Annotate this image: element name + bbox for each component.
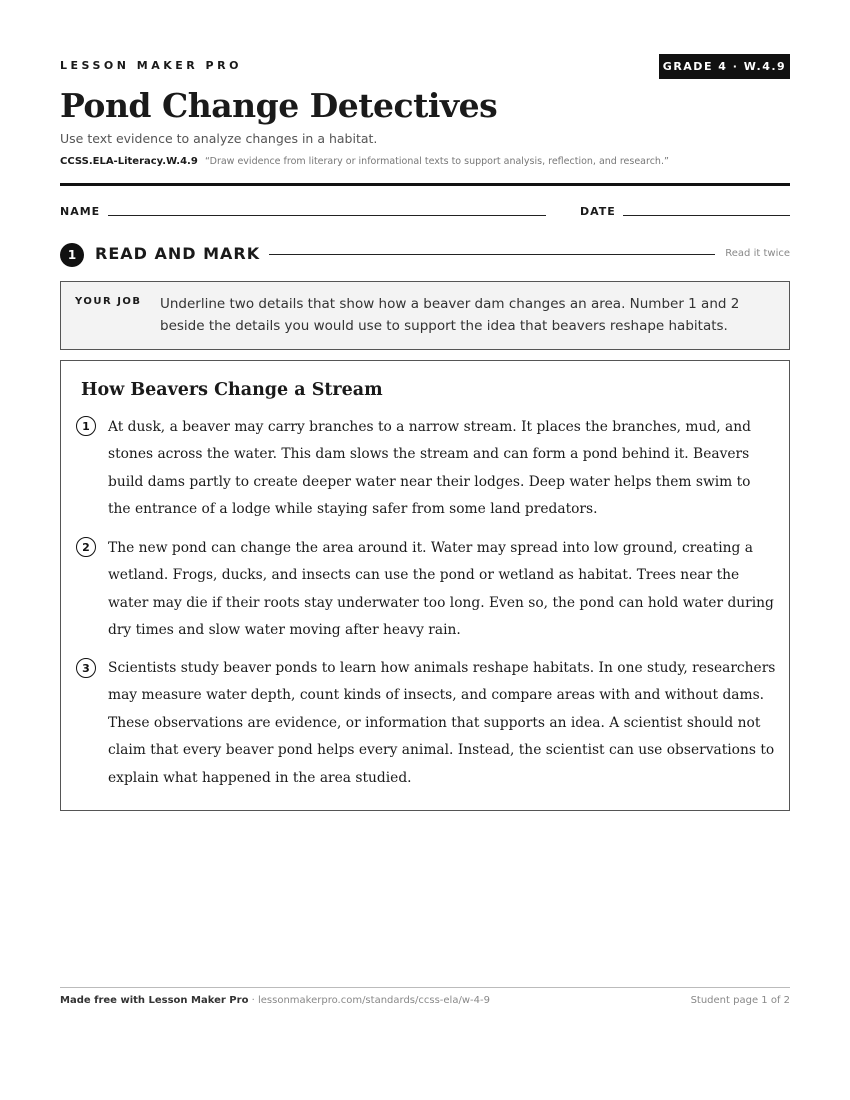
reading-title: How Beavers Change a Stream — [81, 380, 383, 400]
name-field-line[interactable] — [108, 215, 546, 216]
header-divider — [60, 183, 790, 186]
section-note: Read it twice — [725, 248, 790, 259]
reading-paragraph: The new pond can change the area around it. Water may spread into low ground, creating a wetland. Frogs, ducks, and insects can use the pond or wetland as habitat. Trees near the water may die if their roots stay underwater too long. Even so, the pond can hold water during dry times and slow water moving after heavy rain. — [108, 540, 774, 639]
section-number-badge: 1 — [60, 243, 84, 267]
reading-paragraph: Scientists study beaver ponds to learn how animals reshape habitats. In one study, researchers may measure water depth, count kinds of insects, and compare areas with and without dams. These observations are evidence, or information that supports an idea. A scientist should not claim that every beaver pond helps every animal. Instead, the scientist can use observations to explain what happened in the area studied. — [108, 660, 776, 786]
job-label: YOUR JOB — [75, 296, 142, 307]
footer-page-number: Student page 1 of 2 — [690, 995, 790, 1006]
job-instructions: Underline two details that show how a beaver dam changes an area. Number 1 and 2 beside the details you would use to support the idea that beavers reshape habitats. — [160, 296, 740, 334]
footer-credit — [60, 995, 490, 1006]
section-divider — [269, 254, 715, 255]
footer-url[interactable]: · lessonmakerpro.com/standards/ccss-ela/w-4-9 — [248, 995, 490, 1006]
paragraph-number-badge: 3 — [76, 658, 96, 678]
reading-passage-box — [60, 360, 790, 811]
date-field-line[interactable] — [623, 215, 790, 216]
brand-name: LESSON MAKER PRO — [60, 59, 242, 72]
page-title: Pond Change Detectives — [60, 86, 498, 125]
name-label: NAME — [60, 205, 101, 218]
paragraph-number-badge: 2 — [76, 537, 96, 557]
reading-paragraph: At dusk, a beaver may carry branches to a narrow stream. It places the branches, mud, and stones across the water. This dam slows the stream and can form a pond behind it. Beavers build dams partly to create deeper water near their lodges. Deep water helps them swim to the entrance of a lodge while staying safer from some land predators. — [108, 419, 751, 518]
date-label: DATE — [580, 205, 616, 218]
section-title: READ AND MARK — [95, 244, 261, 263]
page-subtitle: Use text evidence to analyze changes in a habitat. — [60, 131, 378, 146]
paragraph-number-badge: 1 — [76, 416, 96, 436]
standard-code: CCSS.ELA-Literacy.W.4.9 — [60, 156, 198, 167]
standard-quote: “Draw evidence from literary or informational texts to support analysis, reflection, and research.” — [205, 156, 669, 167]
footer-brand: Made free with Lesson Maker Pro — [60, 995, 249, 1006]
footer-divider — [60, 987, 790, 988]
standard-line — [60, 156, 669, 167]
grade-badge: GRADE 4 · W.4.9 — [659, 54, 790, 79]
job-box — [60, 281, 790, 350]
